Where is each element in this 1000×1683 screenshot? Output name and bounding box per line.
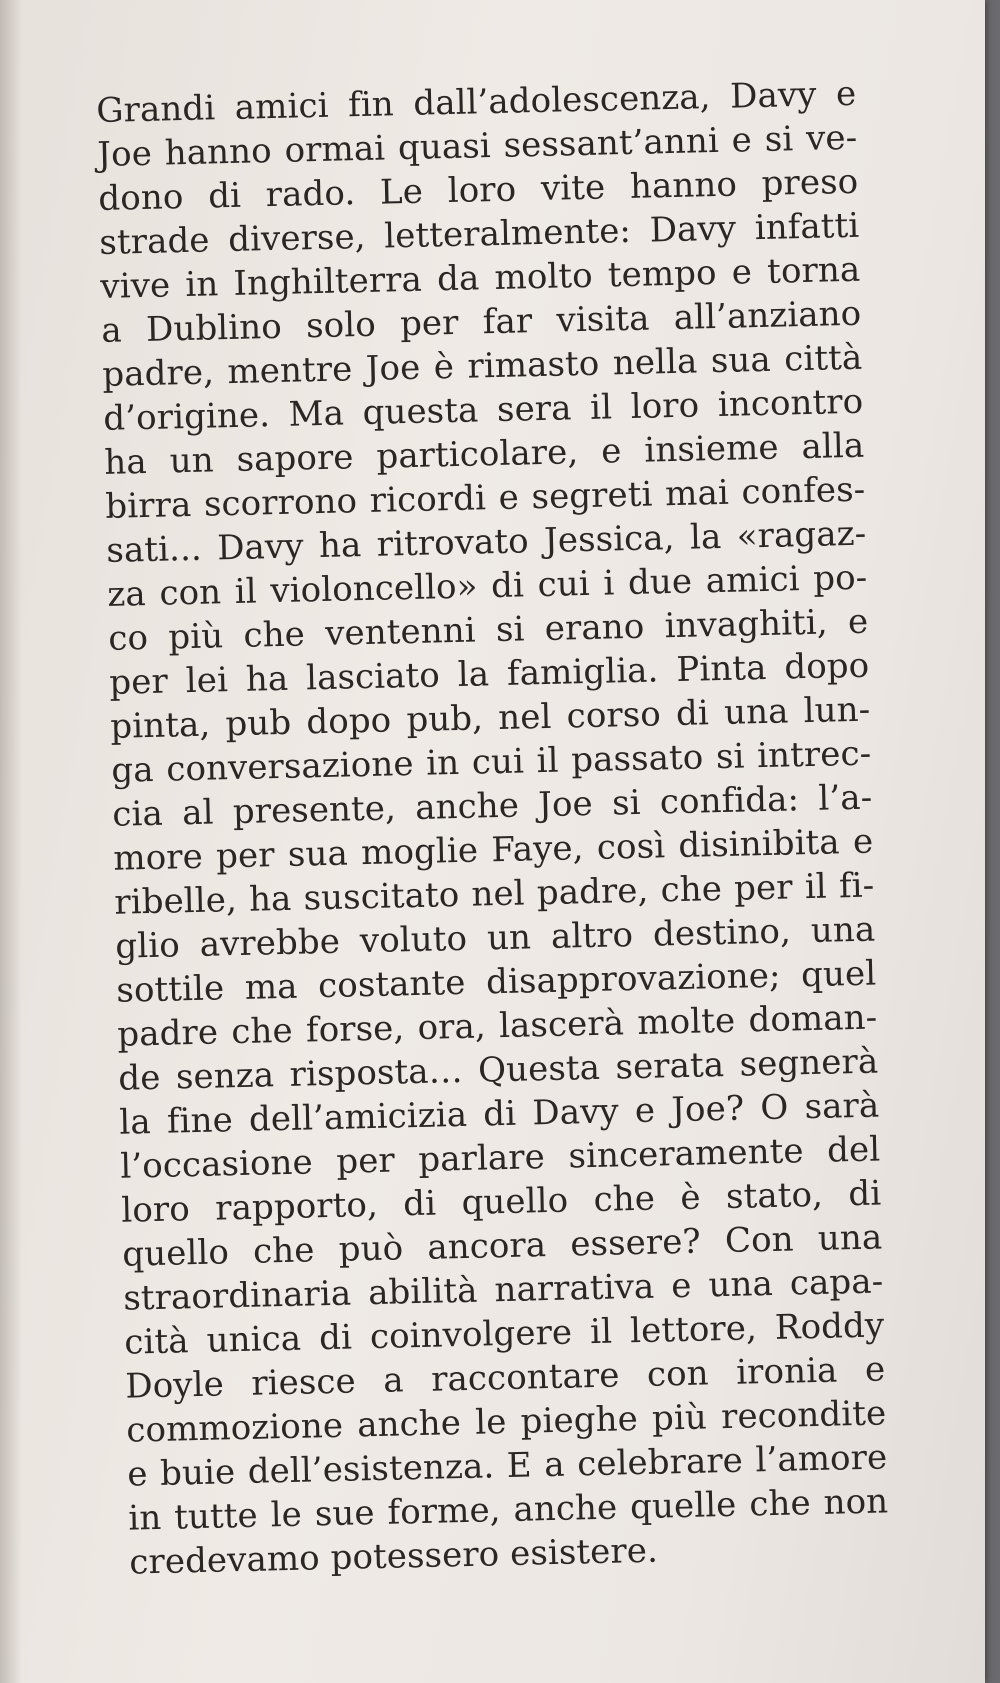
text-line: more per sua moglie Faye, così disinibita e — [112, 821, 874, 879]
text-line: vive in Inghilterra da molto tempo e torna — [99, 249, 861, 307]
text-line: commozione anche le pieghe più recondite — [125, 1393, 887, 1451]
text-line: sottile ma costante disapprovazione; quel — [115, 953, 877, 1011]
text-line: cia al presente, anche Joe si confida: l’a- — [111, 777, 873, 835]
text-line: padre, mentre Joe è rimasto nella sua città — [101, 337, 863, 395]
blurb-text — [96, 75, 890, 1602]
text-line: a Dublino solo per far visita all’anziano — [100, 293, 862, 351]
text-line: ribelle, ha suscitato nel padre, che per il fi- — [113, 865, 875, 923]
text-line: za con il violoncello» di cui i due amici po- — [106, 557, 868, 615]
text-line: Grandi amici fin dall’adolescenza, Davy e — [95, 73, 857, 131]
text-line: quello che può ancora essere? Con una — [121, 1217, 883, 1275]
text-line: ha un sapore particolare, e insieme alla — [103, 425, 865, 483]
text-line: glio avrebbe voluto un altro destino, una — [114, 909, 876, 967]
text-line: loro rapporto, di quello che è stato, di — [120, 1173, 882, 1231]
text-line: la fine dell’amicizia di Davy e Joe? O sarà — [118, 1085, 880, 1143]
text-line: pinta, pub dopo pub, nel corso di una lun- — [109, 689, 871, 747]
text-line: credevamo potessero esistere. — [128, 1530, 659, 1583]
text-line: padre che forse, ora, lascerà molte doman- — [116, 997, 878, 1055]
text-line: Joe hanno ormai quasi sessant’anni e si ve- — [96, 117, 858, 175]
text-line: sati... Davy ha ritrovato Jessica, la «ragaz- — [105, 513, 867, 571]
page-gutter-shadow — [0, 0, 22, 1683]
text-line: straordinaria abilità narrativa e una capa- — [122, 1261, 884, 1319]
text-line: strade diverse, letteralmente: Davy infatti — [98, 205, 860, 263]
text-line: ga conversazione in cui il passato si intrec- — [110, 733, 872, 791]
text-line: in tutte le sue forme, anche quelle che non — [127, 1481, 889, 1539]
text-line: birra scorrono ricordi e segreti mai confes- — [104, 469, 866, 527]
text-line: per lei ha lasciato la famiglia. Pinta dopo — [108, 645, 870, 703]
text-line: d’origine. Ma questa sera il loro incontro — [102, 381, 864, 439]
text-line: l’occasione per parlare sinceramente del — [119, 1129, 881, 1187]
text-line: dono di rado. Le loro vite hanno preso — [97, 161, 859, 219]
text-line: de senza risposta… Questa serata segnerà — [117, 1041, 879, 1099]
text-line: Doyle riesce a raccontare con ironia e — [124, 1349, 886, 1407]
text-line: co più che ventenni si erano invaghiti, e — [107, 601, 869, 659]
text-line: e buie dell’esistenza. E a celebrare l’amore — [126, 1437, 888, 1495]
text-line: cità unica di coinvolgere il lettore, Roddy — [123, 1305, 885, 1363]
